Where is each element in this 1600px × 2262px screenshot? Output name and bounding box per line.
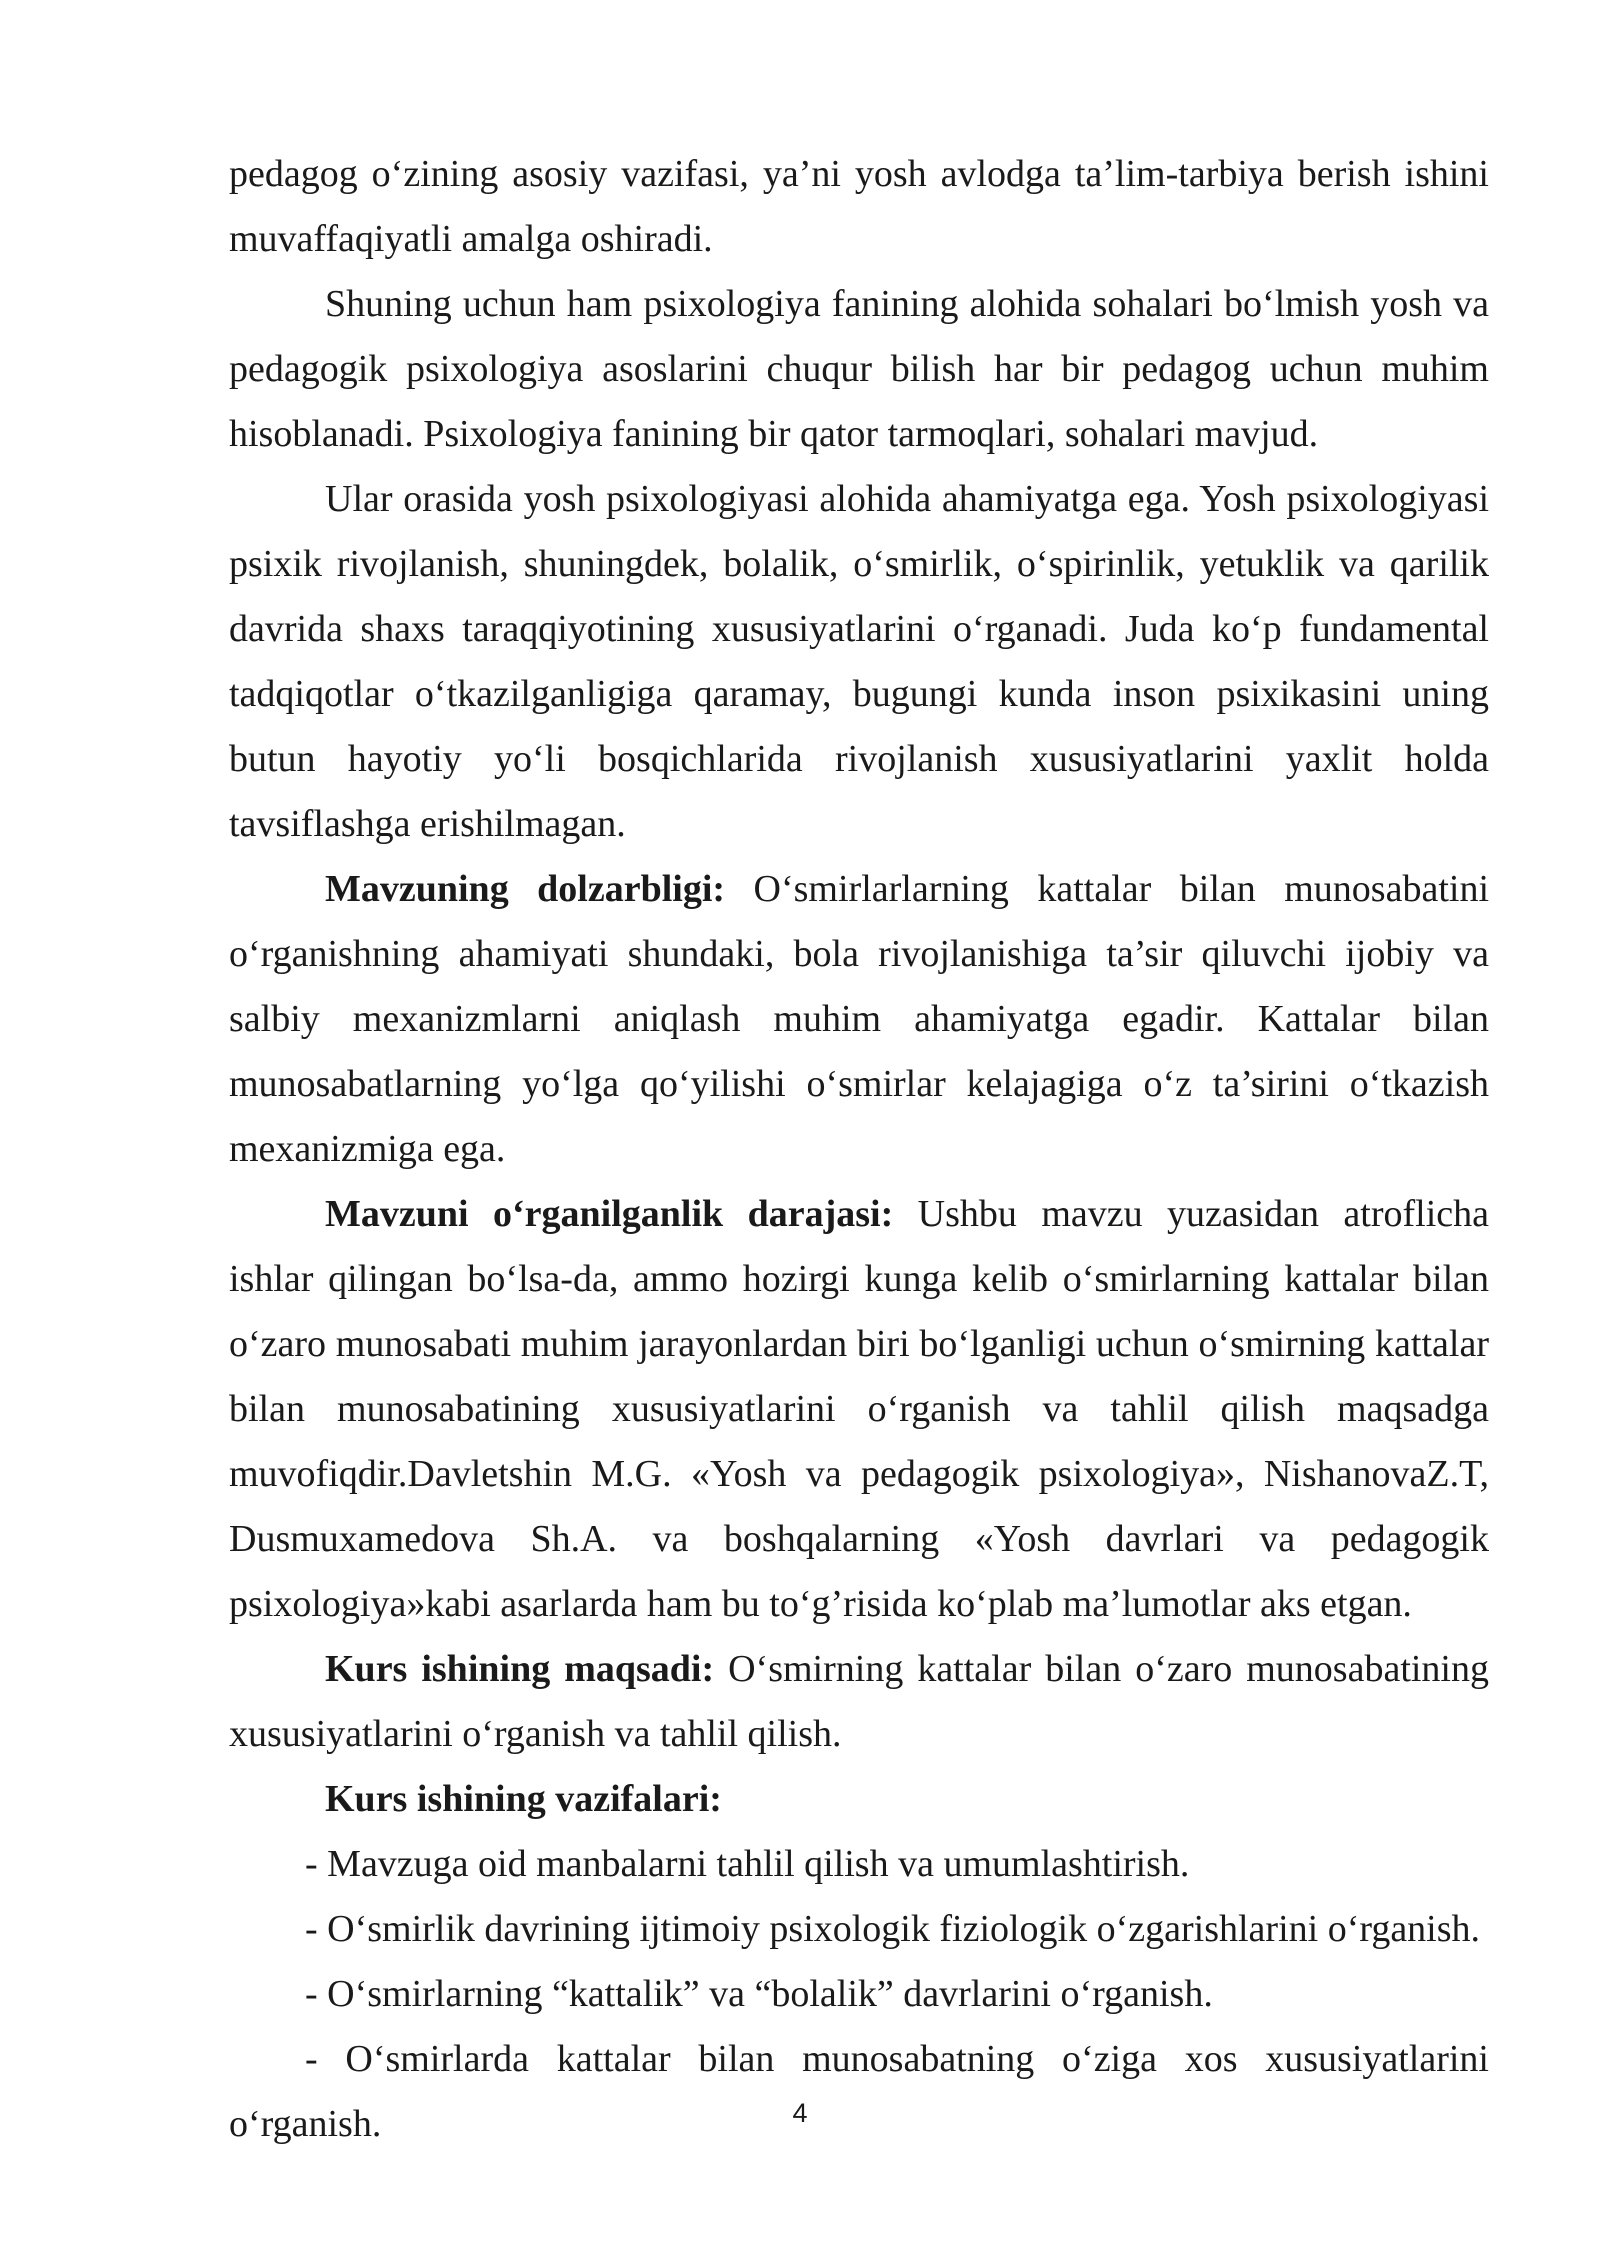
task-item: - O‘smirlarda kattalar bilan munosabatning o‘ziga xos xususiyatlarini o‘rganish. [229, 2038, 1489, 2145]
document-page [229, 142, 1489, 2157]
goal-text: O‘smirning kattalar bilan o‘zaro munosabatining xususiyatlarini o‘rganish va tahlil qilish. [229, 1648, 1489, 1755]
task-item: - O‘smirlarning “kattalik” va “bolalik” davrlarini o‘rganish. [305, 1973, 1213, 2015]
paragraph-psychology-branches: Shuning uchun ham psixologiya fanining alohida sohalari bo‘lmish yosh va pedagogik psixologiya asoslarini chuqur bilish har bir pedagog uchun muhim hisoblanadi. Psixologiya fanining bir qator tarmoqlari, sohalari mavjud. [229, 283, 1489, 455]
task-item: - Mavzuga oid manbalarni tahlil qilish va umumlashtirish. [305, 1843, 1190, 1885]
paragraph-study-degree [229, 1182, 1489, 1637]
task-item: - O‘smirlik davrining ijtimoiy psixologik fiziologik o‘zgarishlarini o‘rganish. [305, 1908, 1481, 1950]
tasks-heading: Kurs ishining vazifalari: [325, 1778, 722, 1820]
paragraph-age-psychology: Ular orasida yosh psixologiyasi alohida ahamiyatga ega. Yosh psixologiyasi psixik rivojlanish, shuningdek, bolalik, o‘smirlik, o‘spirinlik, yetuklik va qarilik davrida shaxs taraqqiyotining xususiyatlarini o‘rganadi. Juda ko‘p fundamental tadqiqotlar o‘tkazilganligiga qaramay, bugungi kunda inson psixikasini uning butun hayotiy yo‘li bosqichlarida rivojlanish xususiyatlarini yaxlit holda tavsiflashga erishilmagan. [229, 478, 1489, 845]
study-degree-text: Ushbu mavzu yuzasidan atroflicha ishlar qilingan bo‘lsa-da, ammo hozirgi kunga kelib o‘smirlarning kattalar bilan o‘zaro munosabati muhim jarayonlardan biri bo‘lganligi uchun o‘smirning kattalar bilan munosabatining xususiyatlarini o‘rganish va tahlil qilish maqsadga muvofiqdir.Davletshin M.G. «Yosh va pedagogik psixologiya», NishanovaZ.T, Dusmuxamedova Sh.A. va boshqalarning «Yosh davrlari va pedagogik psixologiya»kabi asarlarda ham bu to‘g’risida ko‘plab ma’lumotlar aks etgan. [229, 1193, 1489, 1625]
goal-heading: Kurs ishining maqsadi: [325, 1648, 715, 1690]
page-number: 4 [792, 2098, 808, 2128]
paragraph-intro-continuation: pedagog o‘zining asosiy vazifasi, ya’ni yosh avlodga ta’lim-tarbiya berish ishini muvaffaqiyatli amalga oshiradi. [229, 153, 1489, 260]
relevance-heading: Mavzuning dolzarbligi: [325, 868, 726, 910]
relevance-text: O‘smirlarlarning kattalar bilan munosabatini o‘rganishning ahamiyati shundaki, bola rivojlanishiga ta’sir qiluvchi ijobiy va salbiy mexanizmlarni aniqlash muhim ahamiyatga egadir. Kattalar bilan munosabatlarning yo‘lga qo‘yilishi o‘smirlar kelajagiga o‘z ta’sirini o‘tkazish mexanizmiga ega. [229, 868, 1490, 1170]
paragraph-goal [229, 1637, 1489, 1767]
paragraph-relevance [229, 857, 1489, 1182]
study-degree-heading: Mavzuni o‘rganilganlik darajasi: [325, 1193, 894, 1235]
